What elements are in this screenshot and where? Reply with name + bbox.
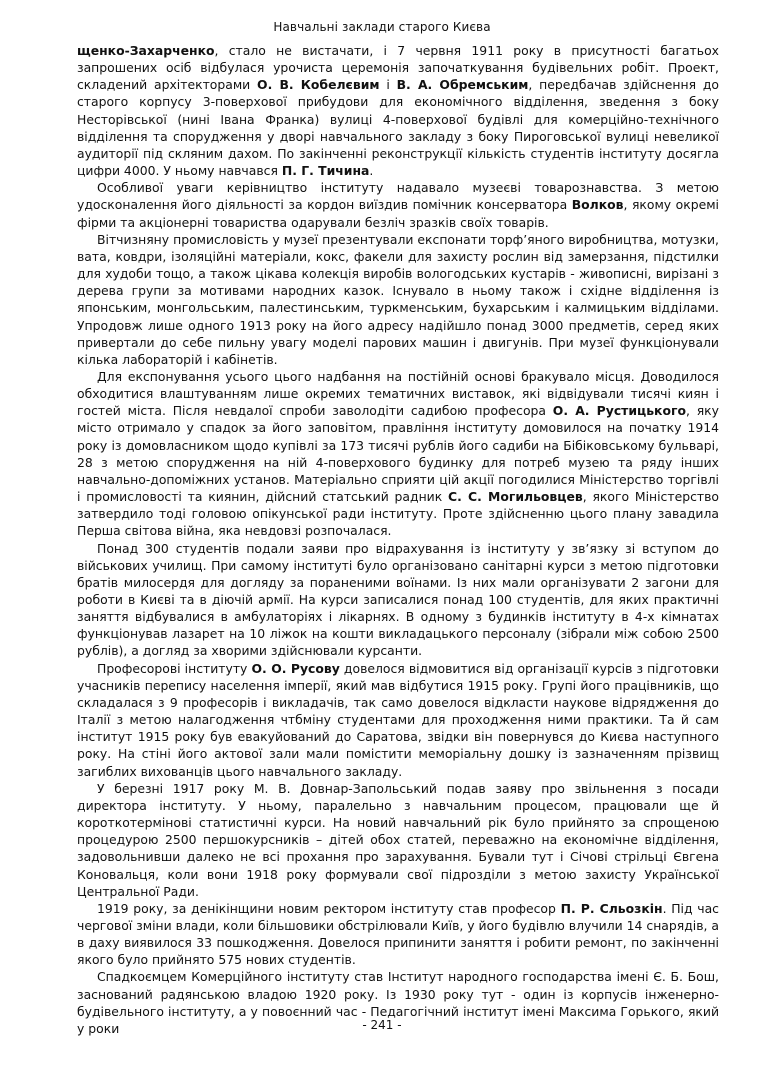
text-run: Для експонування усього цього надбання на постійній основі бракувало місця. Доводилося обходитися влаштуванням лише окремих тематичних виставок, які відвідували тисячі киян і гостей міста. Після невдалої спроби заволодіти садибою професора: [77, 368, 719, 419]
paragraph: [77, 368, 719, 540]
bold-name: П. Г. Тичина: [281, 163, 370, 179]
paragraph: [77, 540, 719, 660]
text-run: .: [369, 163, 374, 179]
text-run: 1919 року, за денікінщини новим ректором інституту став професор: [97, 900, 561, 916]
text-run: Професорові інституту: [97, 660, 252, 676]
paragraph: [77, 179, 719, 230]
paragraph: [77, 900, 719, 969]
text-run: , яку місто отримало у спадок за його заповітом, правління інституту домовилося на початку 1914 року із домовласником щодо купівлі за 173 тисячі рублів його садиби на Бібіковському бульварі, 28 з метою спорудження на ній 4-поверхового будинку для потреб музею та ряду інших навчально-допоміжних установ. Матеріально сприяти цій акції погодилися Міністерство торгівлі і промисловості та киянин, дійсний статський радник: [77, 403, 719, 505]
text-run: У березні 1917 року М. В. Довнар-Запольський подав заяву про звільнення з посади директора інституту. У ньому, паралельно з навчальним процесом, працювали ще й короткотермінові статистичні курси. На новий навчальний рік було прийнято за спрощеною процедурою 2500 першокурсників – дітей обох статей, переважно на економічне відділення, задовольнивши далеко не всі прохання про зарахування. Бували тут і Січові стрільці Євгена Коновальця, коли вони 1918 року формували свої підрозділи з метою захисту Української Центральної Ради.: [77, 780, 719, 899]
page-number: - 241 -: [362, 1018, 402, 1032]
paragraph: [77, 231, 719, 368]
text-run: Спадкоємцем Комерційного інституту став Інститут народного господарства імені Є. Б. Бош, заснований радянською владою 1920 року. Із 1930 року тут - один із корпусів інженерно-будівельного інституту, а у повоєнний час - Педагогічний інститут імені Максима Горького, який у роки: [77, 969, 719, 1036]
paragraph: [77, 660, 719, 780]
bold-name: П. Р. Сльозкін: [560, 900, 663, 916]
bold-name: О. В. Кобелєвим: [257, 77, 380, 93]
bold-name: С. С. Могильовцев: [448, 489, 583, 505]
bold-name: О. А. Рустицького: [552, 403, 686, 419]
text-run: . Під час чергової зміни влади, коли більшовики обстрілювали Київ, у його будівлю влучили 14 снарядів, а в даху виявилося 33 пошкодження. Довелося припинити заняття і робити ремонт, по закінченні якого було прийнято 575 нових студентів.: [77, 900, 719, 968]
paragraph: [77, 42, 719, 179]
text-run: Понад 300 студентів подали заяви про відрахування із інституту у зв’язку зі вступом до військових училищ. При самому інституті було організовано санітарні курси з метою підготовки братів милосердя для догляду за пораненими воїнами. Із них мали організувати 2 загони для роботи в Києві та в діючій армії. На курси записалися понад 100 студентів, для яких практичні заняття відбувалися в амбулаторіях і лікарнях. В одному з будинків інституту в 4-х кімнатах функціонував лазарет на 10 ліжок на кошти викладацького персоналу (зібрали між собою 2500 рублів), а догляд за хворими здійснювали курсанти.: [77, 540, 719, 659]
text-run: , стало не вистачати, і 7 червня 1911 року в присутності багатьох запрошених осіб відбулася урочиста церемонія започаткування будівельних робіт. Проект, складений архітекторами: [77, 43, 719, 93]
text-run: , якого Міністерство затвердило тоді головою опікунської ради інституту. Проте здійсненню цього плану завадила Перша світова війна, яка невдовзі розпочалася.: [77, 489, 719, 539]
text-run: довелося відмовитися від організації курсів з підготовки учасників перепису населення імперії, який мав відбутися 1915 року. Групі його працівників, що складалася з 9 професорів і викладачів, так само довелося відкласти наукове відрядження до Італії з метою налагодження чтбміну студентами для проходження ними практики. Та й сам інститут 1915 року був евакуйований до Саратова, звідки він повернувся до Києва наступного року. На стіні його актової зали мали помістити меморіальну дошку із зазначенням прізвищ загиблих вихованців цього навчального закладу.: [77, 660, 719, 779]
text-run: і: [379, 77, 397, 93]
bold-name: Волков: [571, 197, 624, 213]
body-text: [77, 42, 719, 1037]
bold-name: В. А. Обремським: [396, 77, 529, 93]
text-run: Вітчизняну промисловість у музеї презентували експонати торф’яного виробництва, мотузки, вата, ковдри, ізоляційні матеріали, кокс, факели для захисту рослин від замерзання, підстилки для худоби тощо, а також цікава колекція виробів вологодських кустарів - живописні, вирізані з дерева групи за мотивами народних казок. Існувало в ньому також і східне відділення із японським, монгольським, палестинським, туркменським, бухарським і калмицьким відділами. Упродовж лише одного 1913 року на його адресу надійшло понад 3000 предметів, серед яких привертали до себе пильну увагу моделі парових машин і двигунів. При музеї функціонували кілька лабораторій і кабінетів.: [77, 231, 719, 367]
text-run: Особливої уваги керівництво інституту надавало музеєві товарознавства. З метою удосконалення його діяльності за кордон виїздив помічник консерватора: [77, 180, 719, 213]
bold-name: О. О. Русову: [251, 660, 340, 676]
paragraph: [77, 780, 719, 900]
text-run: , передбачав здійснення до старого корпусу 3-поверхової прибудови для економічного відділення, зведення з боку Несторівської (нині Івана Франка) вулиці 4-поверхової будівлі для комерційно-технічного відділення та спорудження у дворі навчального закладу з боку Пироговської вулиці невеликої аудиторії під скляним дахом. По закінченні реконструкції кількість студентів інституту досягла цифри 4000. У ньому навчався: [77, 77, 719, 179]
running-header: Навчальні заклади старого Києва: [273, 20, 491, 34]
bold-name: щенко-Захарченко: [77, 43, 215, 58]
text-run: , якому окремі фірми та акціонерні товариства одарували безліч зразків своїх товарів.: [77, 197, 720, 230]
